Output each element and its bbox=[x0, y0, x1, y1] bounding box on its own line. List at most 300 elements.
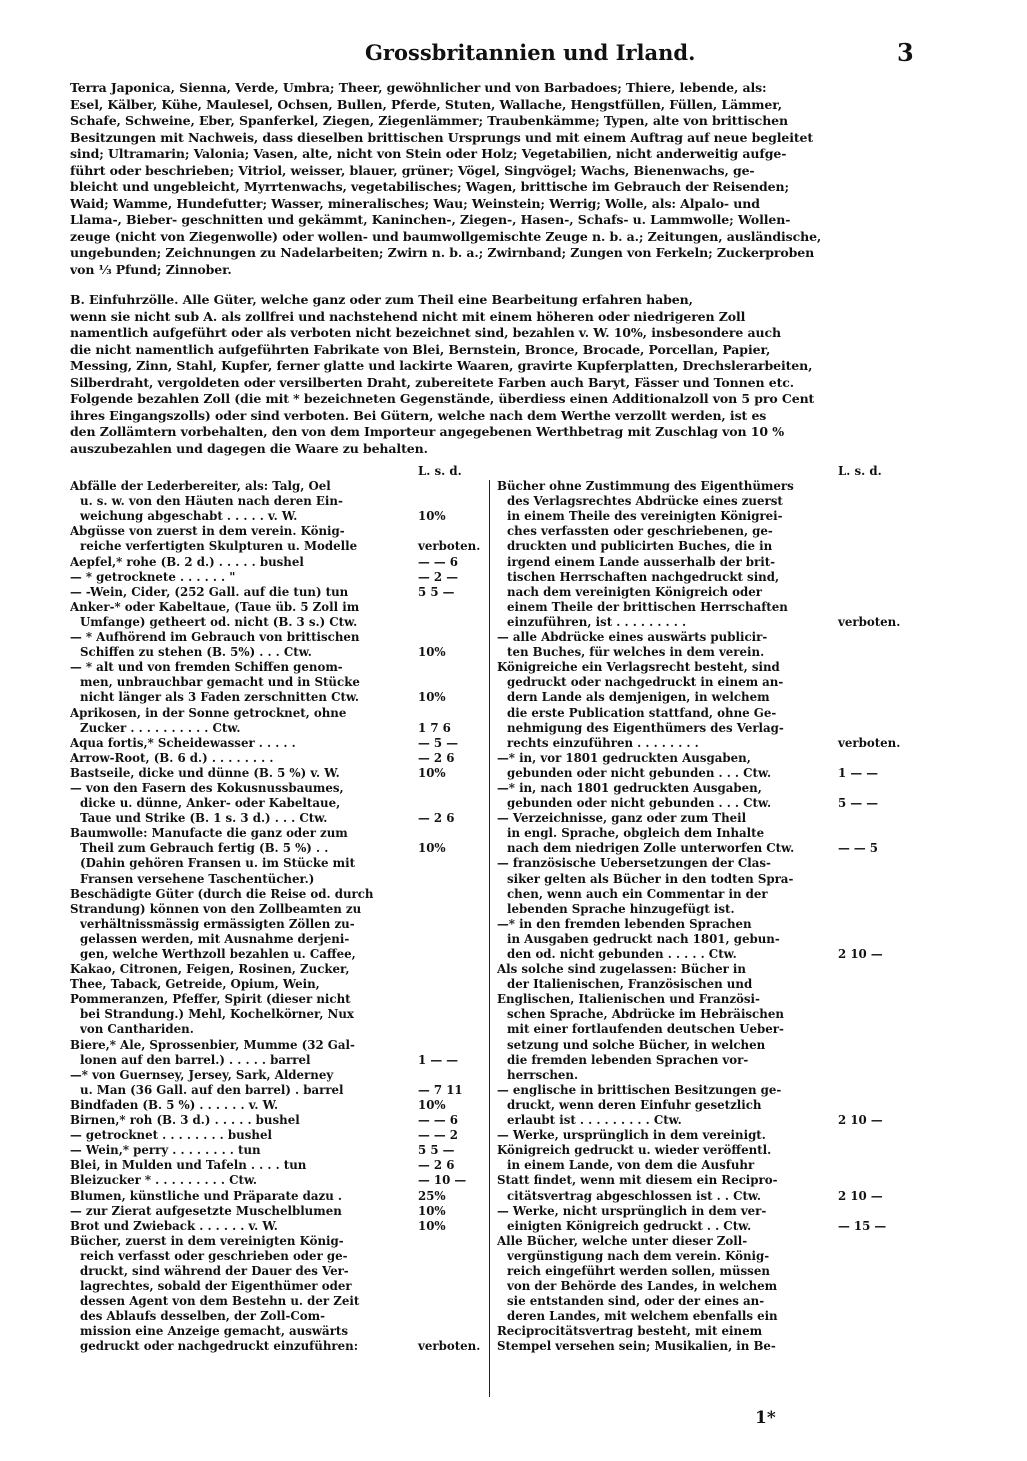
tariff-row bbox=[497, 570, 917, 585]
entry-text: Bastseile, dicke und dünne (B. 5 %) v. W. bbox=[70, 765, 340, 780]
tariff-row bbox=[70, 539, 490, 554]
entry-text: setzung und solche Bücher, in welchen bbox=[507, 1037, 766, 1052]
entry-text: — * Aufhörend im Gebrauch von brittischen bbox=[70, 630, 360, 645]
tariff-row bbox=[70, 555, 490, 570]
tariff-row bbox=[70, 766, 490, 781]
tariff-row bbox=[497, 1083, 917, 1098]
tariff-row bbox=[70, 630, 490, 645]
tariff-row bbox=[497, 524, 917, 539]
tariff-row bbox=[497, 1219, 917, 1234]
duty-value: 10% bbox=[418, 509, 446, 524]
tariff-row bbox=[70, 992, 490, 1007]
entry-text: lonen auf den barrel.) . . . . . barrel bbox=[80, 1052, 311, 1067]
entry-text: Beschädigte Güter (durch die Reise od. durch bbox=[70, 886, 374, 901]
duty-value: L. s. d. bbox=[838, 464, 882, 478]
entry-text: Fransen versehene Taschentücher.) bbox=[80, 871, 315, 886]
tariff-row bbox=[497, 539, 917, 554]
tariff-row bbox=[497, 932, 917, 947]
tariff-row bbox=[497, 1113, 917, 1128]
entry-text: Englischen, Italienischen und Französi- bbox=[497, 992, 760, 1007]
entry-text: u. Man (36 Gall. auf den barrel) . barrel bbox=[80, 1082, 344, 1097]
entry-text: chen, wenn auch ein Commentar in der bbox=[507, 886, 768, 901]
duty-value: 10% bbox=[418, 645, 446, 660]
tariff-row bbox=[70, 1173, 490, 1188]
entry-text: schen Sprache, Abdrücke im Hebräischen bbox=[507, 1007, 784, 1022]
entry-text: Königreich gedruckt u. wieder veröffentl. bbox=[497, 1143, 772, 1158]
entry-text: Blei, in Mulden und Tafeln . . . . tun bbox=[70, 1158, 307, 1173]
intro-line: sind; Ultramarin; Valonia; Vasen, alte, nicht von Stein oder Holz; Vegetabilien, nicht anderweitig aufge- bbox=[70, 146, 787, 161]
intro-line: zeuge (nicht von Ziegenwolle) oder wollen- und baumwollgemischte Zeuge n. b. a.; Zeitungen, ausländische, bbox=[70, 228, 822, 244]
tariff-row bbox=[70, 781, 490, 796]
tariff-row bbox=[497, 706, 917, 721]
tariff-row bbox=[70, 811, 490, 826]
entry-text: — alle Abdrücke eines auswärts publicir- bbox=[497, 630, 768, 645]
entry-text: Statt findet, wenn mit diesem ein Recipro- bbox=[497, 1173, 778, 1188]
tariff-row bbox=[70, 585, 490, 600]
duty-value: 25% bbox=[418, 1188, 446, 1203]
tariff-row bbox=[70, 1053, 490, 1068]
entry-text: Blumen, künstliche und Präparate dazu . bbox=[70, 1188, 342, 1203]
entry-text: Taue und Strike (B. 1 s. 3 d.) . . . Ctw. bbox=[80, 811, 328, 826]
entry-text: — englische in brittischen Besitzungen ge- bbox=[497, 1082, 782, 1097]
tariff-column-right bbox=[497, 464, 917, 1355]
intro-paragraph bbox=[70, 80, 912, 278]
entry-text: Birnen,* roh (B. 3 d.) . . . . . bushel bbox=[70, 1113, 300, 1128]
entry-text: bei Strandung.) Mehl, Kochelkörner, Nux bbox=[80, 1007, 354, 1022]
duty-value: — — 6 bbox=[418, 1113, 459, 1128]
entry-text: nach dem niedrigen Zolle unterworfen Ctw. bbox=[507, 841, 795, 856]
entry-text: Umfange) getheert od. nicht (B. 3 s.) Ctw. bbox=[80, 614, 358, 629]
entry-text: gedruckt oder nachgedruckt in einem an- bbox=[507, 675, 784, 690]
duty-value: — 7 11 bbox=[418, 1082, 463, 1097]
entry-text: — getrocknet . . . . . . . . bushel bbox=[70, 1128, 272, 1143]
tariff-row bbox=[497, 1173, 917, 1188]
entry-text: mit einer fortlaufenden deutschen Ueber- bbox=[507, 1022, 784, 1037]
tariff-row bbox=[70, 600, 490, 615]
entry-text: des Ablaufs desselben, der Zoll-Com- bbox=[80, 1309, 326, 1324]
tariff-row bbox=[497, 856, 917, 871]
entry-text: in einem Theile des vereinigten Königrei- bbox=[507, 509, 783, 524]
tariff-row bbox=[497, 977, 917, 992]
tariff-row bbox=[70, 947, 490, 962]
entry-text: —* von Guernsey, Jersey, Sark, Alderney bbox=[70, 1067, 334, 1082]
tariff-row bbox=[70, 721, 490, 736]
entry-text: in Ausgaben gedruckt nach 1801, gebun- bbox=[507, 931, 780, 946]
duty-value: verboten. bbox=[418, 539, 481, 554]
tariff-row bbox=[497, 1324, 917, 1339]
tariff-row bbox=[497, 1143, 917, 1158]
tariff-row bbox=[497, 494, 917, 509]
tariff-row bbox=[497, 660, 917, 675]
entry-text: ches verfassten oder geschriebenen, ge- bbox=[507, 524, 773, 539]
tariff-row bbox=[497, 1249, 917, 1264]
tariff-row bbox=[497, 992, 917, 1007]
entry-text: Aepfel,* rohe (B. 2 d.) . . . . . bushel bbox=[70, 554, 304, 569]
duty-value: — — 6 bbox=[418, 554, 459, 569]
duty-value: 2 10 — bbox=[838, 1113, 883, 1128]
section-b-line: B. Einfuhrzölle. Alle Güter, welche ganz oder zum Theil eine Bearbeitung erfahren haben, bbox=[70, 292, 693, 307]
tariff-row bbox=[70, 1022, 490, 1037]
entry-text: —* in, nach 1801 gedruckten Ausgaben, bbox=[497, 780, 762, 795]
tariff-row bbox=[70, 1234, 490, 1249]
tariff-row bbox=[497, 781, 917, 796]
tariff-row bbox=[497, 917, 917, 932]
tariff-row bbox=[70, 660, 490, 675]
tariff-row bbox=[70, 494, 490, 509]
tariff-row bbox=[70, 856, 490, 871]
tariff-row bbox=[70, 1038, 490, 1053]
tariff-row bbox=[497, 826, 917, 841]
duty-value: verboten. bbox=[418, 1339, 481, 1354]
entry-text: Abgüsse von zuerst in dem verein. König- bbox=[70, 524, 345, 539]
tariff-row bbox=[70, 1264, 490, 1279]
entry-text: citätsvertrag abgeschlossen ist . . Ctw. bbox=[507, 1188, 761, 1203]
tariff-row bbox=[497, 736, 917, 751]
entry-text: Pommeranzen, Pfeffer, Spirit (dieser nicht bbox=[70, 992, 351, 1007]
tariff-row bbox=[70, 1158, 490, 1173]
entry-text: — * getrocknete . . . . . . " bbox=[70, 569, 236, 584]
tariff-row bbox=[497, 509, 917, 524]
entry-text: reich eingeführt werden sollen, müssen bbox=[507, 1263, 770, 1278]
entry-text: Schiffen zu stehen (B. 5%) . . . Ctw. bbox=[80, 645, 312, 660]
entry-text: Als solche sind zugelassen: Bücher in bbox=[497, 962, 746, 977]
tariff-row bbox=[497, 585, 917, 600]
duty-value: 1 — — bbox=[418, 1052, 459, 1067]
entry-text: der Italienischen, Französischen und bbox=[507, 977, 753, 992]
tariff-row bbox=[70, 1309, 490, 1324]
tariff-row bbox=[70, 1249, 490, 1264]
entry-text: men, unbrauchbar gemacht und in Stücke bbox=[80, 675, 360, 690]
duty-value: 1 7 6 bbox=[418, 720, 451, 735]
entry-text: —* in, vor 1801 gedruckten Ausgaben, bbox=[497, 750, 751, 765]
tariff-row bbox=[70, 1189, 490, 1204]
tariff-row bbox=[70, 1294, 490, 1309]
entry-text: Zucker . . . . . . . . . . Ctw. bbox=[80, 720, 241, 735]
tariff-row bbox=[70, 796, 490, 811]
entry-text: Abfälle der Lederbereiter, als: Talg, Oel bbox=[70, 479, 331, 494]
tariff-row bbox=[497, 1053, 917, 1068]
duty-value: 5 5 — bbox=[418, 1143, 455, 1158]
entry-text: verhältnissmässig ermässigten Zöllen zu- bbox=[80, 916, 355, 931]
duty-value: 10% bbox=[418, 765, 446, 780]
entry-text: — Wein,* perry . . . . . . . . tun bbox=[70, 1143, 261, 1158]
entry-text: in einem Lande, von dem die Ausfuhr bbox=[507, 1158, 755, 1173]
entry-text: reiche verfertigten Skulpturen u. Modelle bbox=[80, 539, 358, 554]
entry-text: nach dem vereinigten Königreich oder bbox=[507, 584, 763, 599]
tariff-row bbox=[70, 1068, 490, 1083]
tariff-row bbox=[497, 811, 917, 826]
duty-value: L. s. d. bbox=[418, 464, 462, 478]
duty-value: — 2 6 bbox=[418, 750, 455, 765]
duty-value: 10% bbox=[418, 1218, 446, 1233]
tariff-row bbox=[497, 1294, 917, 1309]
tariff-row bbox=[70, 1128, 490, 1143]
entry-text: gen, welche Werthzoll bezahlen u. Caffee, bbox=[80, 947, 356, 961]
tariff-row bbox=[70, 1339, 490, 1354]
tariff-row bbox=[497, 902, 917, 917]
duty-value: 2 10 — bbox=[838, 947, 883, 961]
entry-text: sie entstanden sind, oder der eines an- bbox=[507, 1294, 765, 1309]
intro-line: Terra Japonica, Sienna, Verde, Umbra; Theer, gewöhnlicher und von Barbadoes; Thiere, lebende, als: bbox=[70, 80, 767, 95]
entry-text: Theil zum Gebrauch fertig (B. 5 %) . . bbox=[80, 841, 329, 856]
duty-value: 5 5 — bbox=[418, 584, 455, 599]
entry-text: Reciprocitätsvertrag besteht, mit einem bbox=[497, 1324, 763, 1339]
entry-text: ten Buches, für welches in dem verein. bbox=[507, 645, 765, 660]
tariff-row bbox=[70, 1143, 490, 1158]
tariff-row bbox=[70, 887, 490, 902]
entry-text: siker gelten als Bücher in den todten Spra- bbox=[507, 871, 794, 886]
entry-text: Bücher, zuerst in dem vereinigten König- bbox=[70, 1233, 344, 1248]
entry-text: des Verlagsrechtes Abdrücke eines zuerst bbox=[507, 494, 783, 509]
entry-text: einigten Königreich gedruckt . . Ctw. bbox=[507, 1218, 752, 1233]
tariff-row bbox=[70, 524, 490, 539]
entry-text: — Werke, ursprünglich in dem vereinigt. bbox=[497, 1128, 766, 1143]
tariff-row bbox=[497, 1189, 917, 1204]
tariff-row bbox=[497, 555, 917, 570]
tariff-row bbox=[70, 1098, 490, 1113]
tariff-row bbox=[70, 1324, 490, 1339]
tariff-row bbox=[497, 1068, 917, 1083]
tariff-row bbox=[497, 887, 917, 902]
entry-text: Alle Bücher, welche unter dieser Zoll- bbox=[497, 1233, 748, 1248]
entry-text: den od. nicht gebunden . . . . . Ctw. bbox=[507, 947, 737, 961]
entry-text: lebenden Sprache hinzugefügt ist. bbox=[507, 901, 735, 916]
duty-value: 10% bbox=[418, 690, 446, 705]
duty-value: — — 2 bbox=[418, 1128, 459, 1143]
tariff-row bbox=[497, 1098, 917, 1113]
entry-text: Brot und Zwieback . . . . . . v. W. bbox=[70, 1218, 278, 1233]
section-b-line: namentlich aufgeführt oder als verboten nicht bezeichnet sind, bezahlen v. W. 10%, insbesondere auch bbox=[70, 325, 781, 340]
entry-text: Anker-* oder Kabeltaue, (Taue üb. 5 Zoll im bbox=[70, 599, 360, 614]
tariff-row bbox=[497, 1128, 917, 1143]
tariff-row bbox=[70, 1007, 490, 1022]
tariff-row bbox=[497, 721, 917, 736]
tariff-row bbox=[70, 751, 490, 766]
intro-line: Waid; Wamme, Hundefutter; Wasser, mineralisches; Wau; Weinstein; Werrig; Wolle, als: Alpalo- und bbox=[70, 195, 760, 211]
entry-text: in engl. Sprache, obgleich dem Inhalte bbox=[507, 826, 765, 841]
tariff-row bbox=[70, 479, 490, 494]
tariff-row bbox=[497, 947, 917, 962]
section-b-line: Folgende bezahlen Zoll (die mit * bezeichneten Gegenstände, überdiess einen Additionalzoll von 5 pro Cent bbox=[70, 391, 815, 406]
duty-value: — 10 — bbox=[418, 1173, 467, 1188]
entry-text: druckten und publicirten Buches, die in bbox=[507, 539, 773, 554]
section-b-line: den Zollämtern vorbehalten, den von dem Importeur angegebenen Werthbetrag mit Zuschlag von 10 % bbox=[70, 424, 785, 439]
tariff-row bbox=[497, 1309, 917, 1324]
entry-text: Thee, Taback, Getreide, Opium, Wein, bbox=[70, 977, 320, 992]
tariff-row bbox=[70, 570, 490, 585]
section-b-line: die nicht namentlich aufgeführten Fabrikate von Blei, Bernstein, Bronce, Brocade, Porcellan, Papier, bbox=[70, 341, 771, 357]
entry-text: Aprikosen, in der Sonne getrocknet, ohne bbox=[70, 705, 347, 720]
entry-text: einem Theile der brittischen Herrschaften bbox=[507, 599, 788, 614]
tariff-row bbox=[70, 977, 490, 992]
tariff-row bbox=[497, 1264, 917, 1279]
tariff-row bbox=[70, 1219, 490, 1234]
tariff-row bbox=[497, 464, 917, 479]
entry-text: —* in den fremden lebenden Sprachen bbox=[497, 916, 752, 931]
entry-text: Baumwolle: Manufacte die ganz oder zum bbox=[70, 826, 348, 841]
entry-text: — französische Uebersetzungen der Clas- bbox=[497, 856, 771, 871]
tariff-row bbox=[497, 962, 917, 977]
signature-mark: 1* bbox=[755, 1408, 776, 1428]
entry-text: — -Wein, Cider, (252 Gall. auf die tun) tun bbox=[70, 584, 349, 599]
intro-line: bleicht und ungebleicht, Myrrtenwachs, vegetabilisches; Wagen, brittische im Gebrauch der Reisenden; bbox=[70, 179, 790, 194]
tariff-row bbox=[70, 1279, 490, 1294]
entry-text: dern Lande als demjenigen, in welchem bbox=[507, 690, 770, 705]
entry-text: einzuführen, ist . . . . . . . . . bbox=[507, 614, 687, 629]
tariff-row bbox=[70, 932, 490, 947]
entry-text: gelassen werden, mit Ausnahme derjeni- bbox=[80, 931, 350, 946]
section-b-line: wenn sie nicht sub A. als zollfrei und nachstehend nicht mit einem höheren oder niedrigeren Zoll bbox=[70, 308, 746, 324]
entry-text: Kakao, Citronen, Feigen, Rosinen, Zucker, bbox=[70, 962, 350, 977]
duty-value: — 15 — bbox=[838, 1218, 887, 1233]
entry-text: weichung abgeschabt . . . . . v. W. bbox=[80, 509, 298, 524]
entry-text: Bleizucker * . . . . . . . . . Ctw. bbox=[70, 1173, 258, 1188]
tariff-row bbox=[497, 1234, 917, 1249]
entry-text: lagrechtes, sobald der Eigenthümer oder bbox=[80, 1279, 352, 1294]
intro-line: ungebunden; Zeichnungen zu Nadelarbeiten; Zwirn n. b. a.; Zwirnband; Zungen von Ferkeln; Zuckerproben bbox=[70, 245, 815, 260]
tariff-row bbox=[70, 1204, 490, 1219]
tariff-row bbox=[70, 509, 490, 524]
section-b-line: ihres Eingangszolls) oder sind verboten. Bei Gütern, welche nach dem Werthe verzollt werden, ist es bbox=[70, 407, 767, 423]
tariff-row bbox=[497, 841, 917, 856]
tariff-row bbox=[70, 872, 490, 887]
entry-text: vergünstigung nach dem verein. König- bbox=[507, 1248, 770, 1263]
tariff-row bbox=[497, 872, 917, 887]
intro-line: Schafe, Schweine, Eber, Spanferkel, Ziegen, Ziegenlämmer; Traubenkämme; Typen, alte von brittischen bbox=[70, 113, 789, 128]
entry-text: druckt, sind während der Dauer des Ver- bbox=[80, 1263, 349, 1278]
tariff-row bbox=[70, 706, 490, 721]
tariff-row bbox=[497, 479, 917, 494]
tariff-row bbox=[497, 1279, 917, 1294]
duty-value: — 2 — bbox=[418, 569, 459, 584]
duty-value: — 5 — bbox=[418, 735, 459, 750]
duty-value: 2 10 — bbox=[838, 1188, 883, 1203]
entry-text: von Canthariden. bbox=[80, 1022, 194, 1037]
tariff-row bbox=[497, 615, 917, 630]
tariff-row bbox=[70, 1083, 490, 1098]
intro-line: Llama-, Bieber- geschnitten und gekämmt, Kaninchen-, Ziegen-, Hasen-, Schafs- u. Lammwolle; Wollen- bbox=[70, 212, 791, 227]
intro-line: von ⅓ Pfund; Zinnober. bbox=[70, 261, 232, 277]
entry-text: dicke u. dünne, Anker- oder Kabeltaue, bbox=[80, 796, 341, 811]
tariff-row bbox=[497, 766, 917, 781]
duty-value: 10% bbox=[418, 1097, 446, 1112]
tariff-row bbox=[70, 736, 490, 751]
entry-text: Arrow-Root, (B. 6 d.) . . . . . . . . bbox=[70, 750, 274, 765]
entry-text: nicht länger als 3 Faden zerschnitten Ctw. bbox=[80, 690, 360, 705]
tariff-row bbox=[70, 615, 490, 630]
entry-text: erlaubt ist . . . . . . . . . Ctw. bbox=[507, 1113, 682, 1128]
tariff-row bbox=[497, 796, 917, 811]
tariff-row bbox=[70, 464, 490, 479]
page-title: Grossbritannien und Irland. bbox=[365, 40, 696, 65]
entry-text: Bindfaden (B. 5 %) . . . . . . v. W. bbox=[70, 1097, 279, 1112]
tariff-row bbox=[497, 630, 917, 645]
entry-text: Königreiche ein Verlagsrecht besteht, sind bbox=[497, 660, 780, 675]
entry-text: Bücher ohne Zustimmung des Eigenthümers bbox=[497, 479, 794, 494]
duty-value: 1 — — bbox=[838, 765, 879, 780]
tariff-row bbox=[70, 645, 490, 660]
entry-text: Stempel versehen sein; Musikalien, in Be- bbox=[497, 1339, 776, 1354]
tariff-row bbox=[497, 751, 917, 766]
duty-value: 10% bbox=[418, 841, 446, 856]
tariff-row bbox=[497, 1339, 917, 1354]
tariff-row bbox=[497, 675, 917, 690]
intro-line: Besitzungen mit Nachweis, dass dieselben brittischen Ursprungs und mit einem Auftrag auf neue begleitet bbox=[70, 129, 814, 145]
tariff-row bbox=[70, 962, 490, 977]
entry-text: mission eine Anzeige gemacht, auswärts bbox=[80, 1324, 349, 1339]
duty-value: — 2 6 bbox=[418, 1158, 455, 1173]
tariff-column-left bbox=[70, 464, 490, 1355]
entry-text: — von den Fasern des Kokusnussbaumes, bbox=[70, 780, 344, 795]
duty-value: verboten. bbox=[838, 735, 901, 750]
tariff-row bbox=[497, 1007, 917, 1022]
tariff-row bbox=[497, 1022, 917, 1037]
entry-text: von der Behörde des Landes, in welchem bbox=[507, 1279, 778, 1294]
entry-text: Aqua fortis,* Scheidewasser . . . . . bbox=[70, 735, 296, 750]
entry-text: die fremden lebenden Sprachen vor- bbox=[507, 1052, 749, 1067]
entry-text: tischen Herrschaften nachgedruckt sind, bbox=[507, 569, 780, 584]
tariff-row bbox=[70, 675, 490, 690]
entry-text: gedruckt oder nachgedruckt einzuführen: bbox=[80, 1339, 359, 1354]
tariff-row bbox=[497, 1158, 917, 1173]
entry-text: deren Landes, mit welchem ebenfalls ein bbox=[507, 1309, 778, 1324]
entry-text: Biere,* Ale, Sprossenbier, Mumme (32 Gal- bbox=[70, 1037, 355, 1052]
entry-text: — zur Zierat aufgesetzte Muschelblumen bbox=[70, 1203, 342, 1218]
duty-value: verboten. bbox=[838, 614, 901, 629]
duty-value: — — 5 bbox=[838, 841, 879, 856]
intro-line: führt oder beschrieben; Vitriol, weisser, blauer, grüner; Vögel, Singvögel; Wachs, Bienenwachs, ge- bbox=[70, 162, 755, 178]
page-header bbox=[0, 40, 1027, 70]
entry-text: reich verfasst oder geschrieben oder ge- bbox=[80, 1248, 348, 1263]
entry-text: u. s. w. von den Häuten nach deren Ein- bbox=[80, 494, 343, 509]
entry-text: rechts einzuführen . . . . . . . . bbox=[507, 735, 699, 750]
duty-value: — 2 6 bbox=[418, 811, 455, 826]
entry-text: die erste Publication stattfand, ohne Ge- bbox=[507, 705, 777, 720]
entry-text: nehmigung des Eigenthümers des Verlag- bbox=[507, 720, 784, 735]
entry-text: — Verzeichnisse, ganz oder zum Theil bbox=[497, 811, 747, 826]
tariff-row bbox=[70, 917, 490, 932]
entry-text: Strandung) können von den Zollbeamten zu bbox=[70, 901, 362, 916]
entry-text: gebunden oder nicht gebunden . . . Ctw. bbox=[507, 796, 772, 811]
section-b-paragraph bbox=[70, 292, 912, 457]
entry-text: (Dahin gehören Fransen u. im Stücke mit bbox=[80, 856, 356, 871]
tariff-row bbox=[497, 690, 917, 705]
tariff-row bbox=[70, 690, 490, 705]
tariff-row bbox=[70, 902, 490, 917]
entry-text: irgend einem Lande ausserhalb der brit- bbox=[507, 554, 776, 569]
entry-text: dessen Agent von dem Bestehn u. der Zeit bbox=[80, 1294, 360, 1309]
entry-text: — * alt und von fremden Schiffen genom- bbox=[70, 660, 343, 675]
page-number: 3 bbox=[897, 38, 914, 67]
intro-line: Esel, Kälber, Kühe, Maulesel, Ochsen, Bullen, Pferde, Stuten, Wallache, Hengstfüllen, Füllen, Lämmer, bbox=[70, 96, 783, 112]
tariff-row bbox=[70, 1113, 490, 1128]
tariff-row bbox=[497, 600, 917, 615]
tariff-row bbox=[70, 841, 490, 856]
entry-text: herrschen. bbox=[507, 1067, 579, 1082]
tariff-row bbox=[497, 645, 917, 660]
duty-value: 10% bbox=[418, 1203, 446, 1218]
tariff-row bbox=[497, 1038, 917, 1053]
entry-text: druckt, wenn deren Einfuhr gesetzlich bbox=[507, 1097, 762, 1112]
section-b-line: Messing, Zinn, Stahl, Kupfer, ferner glatte und lackirte Waaren, gravirte Kupferplatten, Drechslerarbeiten, bbox=[70, 358, 813, 373]
entry-text: — Werke, nicht ursprünglich in dem ver- bbox=[497, 1203, 767, 1218]
section-b-line: auszubezahlen und dagegen die Waare zu behalten. bbox=[70, 440, 428, 456]
entry-text: gebunden oder nicht gebunden . . . Ctw. bbox=[507, 765, 772, 780]
duty-value: 5 — — bbox=[838, 796, 879, 811]
tariff-row bbox=[70, 826, 490, 841]
tariff-row bbox=[497, 1204, 917, 1219]
section-b-line: Silberdraht, vergoldeten oder versilberten Draht, zubereitete Farben auch Baryt, Fässer und Tonnen etc. bbox=[70, 374, 795, 390]
